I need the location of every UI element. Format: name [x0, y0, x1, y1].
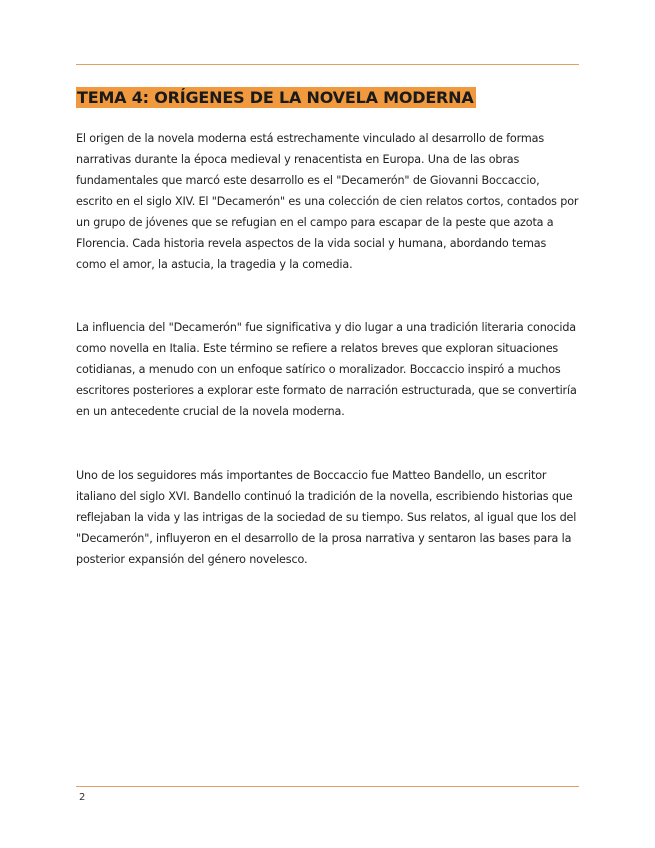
header-rule — [76, 64, 579, 65]
footer-rule — [76, 786, 579, 787]
section-heading: TEMA 4: ORÍGENES DE LA NOVELA MODERNA — [77, 88, 474, 107]
heading-container — [76, 87, 476, 108]
page-number: 2 — [79, 792, 86, 803]
paragraph-2: La influencia del "Decamerón" fue significativa y dio lugar a una tradición literaria conocida como novella en Italia. Este término se refiere a relatos breves que exploran situaciones cotidianas, a menudo con un enfoque satírico o moralizador. Boccaccio inspiró a muchos escritores posteriores a explorar este formato de narración estructurada, que se convertiría en un antecedente crucial de la novela moderna. — [76, 321, 577, 418]
paragraph-1: El origen de la novela moderna está estrechamente vinculado al desarrollo de formas narrativas durante la época medieval y renacentista en Europa. Una de las obras fundamentales que marcó este desarrollo es el "Decamerón" de Giovanni Boccaccio, escrito en el siglo XIV. El "Decamerón" es una colección de cien relatos cortos, contados por un grupo de jóvenes que se refugian en el campo para escapar de la peste que azota a Florencia. Cada historia revela aspectos de la vida social y humana, abordando temas como el amor, la astucia, la tragedia y la comedia. — [76, 132, 579, 271]
paragraph-3: Uno de los seguidores más importantes de Boccaccio fue Matteo Bandello, un escritor italiano del siglo XVI. Bandello continuó la tradición de la novella, escribiendo historias que reflejaban la vida y las intrigas de la sociedad de su tiempo. Sus relatos, al igual que los del "Decamerón", influyeron en el desarrollo de la prosa narrativa y sentaron las bases para la posterior expansión del género novelesco. — [76, 469, 577, 566]
